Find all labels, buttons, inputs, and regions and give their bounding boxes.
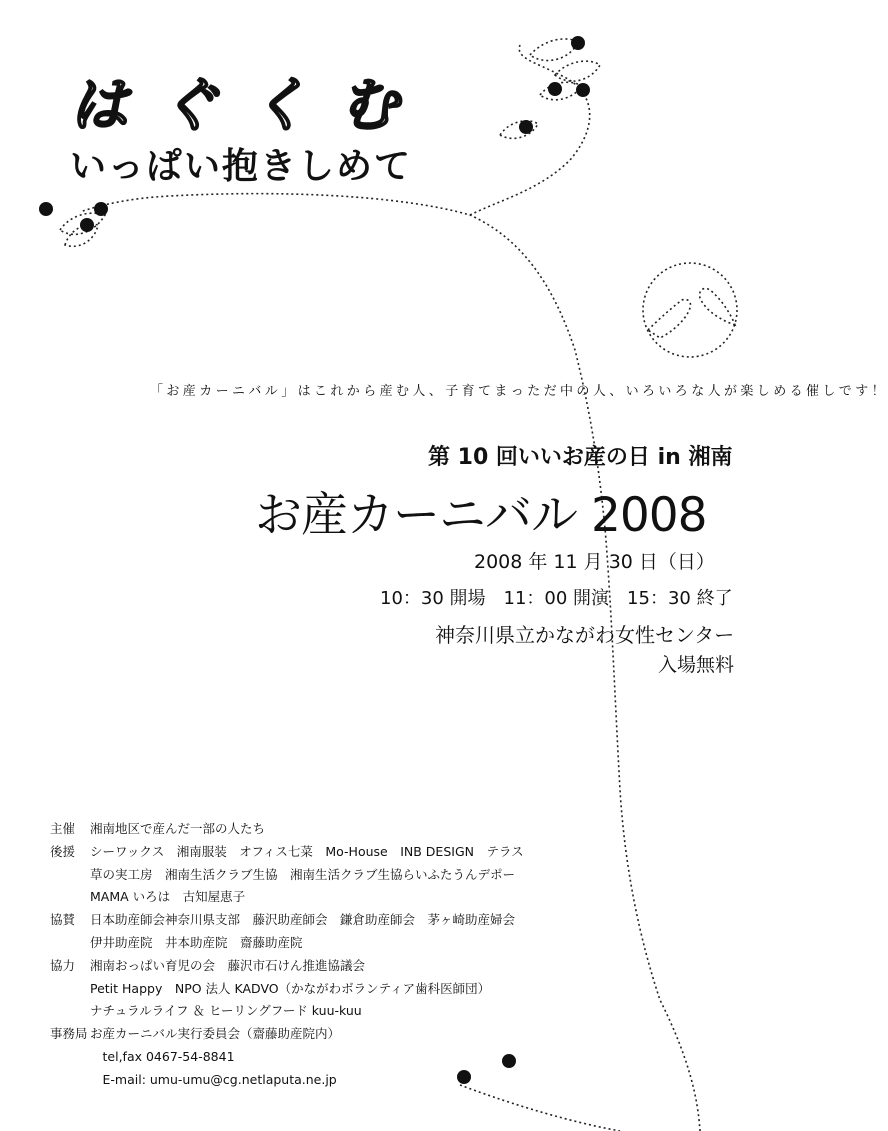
- credit-line: 草の実工房 湘南生活クラブ生協 湘南生活クラブ生協らいふたうんデポー: [90, 866, 516, 882]
- credit-row: [50, 1046, 524, 1069]
- credit-row: [50, 818, 524, 841]
- credit-row: [50, 909, 524, 932]
- berry: [548, 82, 562, 96]
- credit-row: [50, 1000, 524, 1023]
- tagline: 「お産カーニバル」はこれから産む人、子育てまっただ中の人、いろいろな人が楽しめる催しです！: [150, 384, 888, 399]
- credit-line: 伊井助産院 井本助産院 齋藤助産院: [90, 934, 303, 950]
- berry: [94, 202, 108, 216]
- credit-line: シーワックス 湘南服装 オフィス七菜 Mo-House INB DESIGN テラス: [90, 843, 524, 859]
- event-date: 2008 年 11 月 30 日（日）: [474, 551, 715, 573]
- bird-right: [700, 288, 735, 325]
- credit-label: 協賛: [50, 912, 76, 928]
- event-admission: 入場無料: [658, 654, 735, 676]
- credit-row: [50, 841, 524, 864]
- credit-row: [50, 1069, 524, 1092]
- credit-label: 後援: [50, 843, 76, 859]
- credit-line: MAMA いろは 古知屋恵子: [90, 889, 246, 905]
- subtitle: いっぱい抱きしめて: [70, 146, 413, 187]
- credit-line: Petit Happy NPO 法人 KADVO（かながわボランティア歯科医師団）: [90, 980, 491, 996]
- event-subtitle: 第 10 回いいお産の日 in 湘南: [428, 445, 733, 470]
- berry: [519, 120, 533, 134]
- ground-line: [460, 1085, 620, 1131]
- berry: [39, 202, 53, 216]
- credit-row: [50, 932, 524, 955]
- berry: [571, 36, 585, 50]
- credit-line: ナチュラルライフ ＆ ヒーリングフード kuu-kuu: [90, 1003, 362, 1019]
- credit-email[interactable]: E-mail: umu-umu@cg.netlaputa.ne.jp: [90, 1071, 337, 1087]
- event-times: 10：30 開場 11：00 開演 15：30 終了: [380, 588, 733, 609]
- credit-row: [50, 1023, 524, 1046]
- berry: [576, 83, 590, 97]
- credit-line: 日本助産師会神奈川県支部 藤沢助産師会 鎌倉助産師会 茅ヶ崎助産婦会: [90, 912, 516, 928]
- credit-row: [50, 886, 524, 909]
- bird-left: [648, 299, 691, 338]
- credit-row: [50, 955, 524, 978]
- event-venue: 神奈川県立かながわ女性センター: [435, 623, 735, 647]
- credit-phone: tel,fax 0467-54-8841: [90, 1048, 235, 1064]
- credit-label: 主催: [50, 821, 76, 836]
- leaf-top-2: [555, 61, 600, 81]
- event-title: お産カーニバル 2008: [255, 488, 707, 543]
- credit-label: 協力: [50, 957, 76, 973]
- credit-line: お産カーニバル実行委員会（齋藤助産院内）: [90, 1026, 341, 1042]
- credits-block: [50, 818, 524, 1092]
- title-hiragana: はぐくむ: [70, 71, 431, 139]
- credit-row: [50, 864, 524, 887]
- berry: [80, 218, 94, 232]
- leaf-top-1: [530, 39, 578, 61]
- credit-line: 湘南おっぱい育児の会 藤沢市石けん推進協議会: [90, 957, 366, 973]
- credit-line: 湘南地区で産んだ一部の人たち: [90, 821, 266, 836]
- credit-row: [50, 978, 524, 1001]
- credit-label: 事務局: [50, 1026, 88, 1042]
